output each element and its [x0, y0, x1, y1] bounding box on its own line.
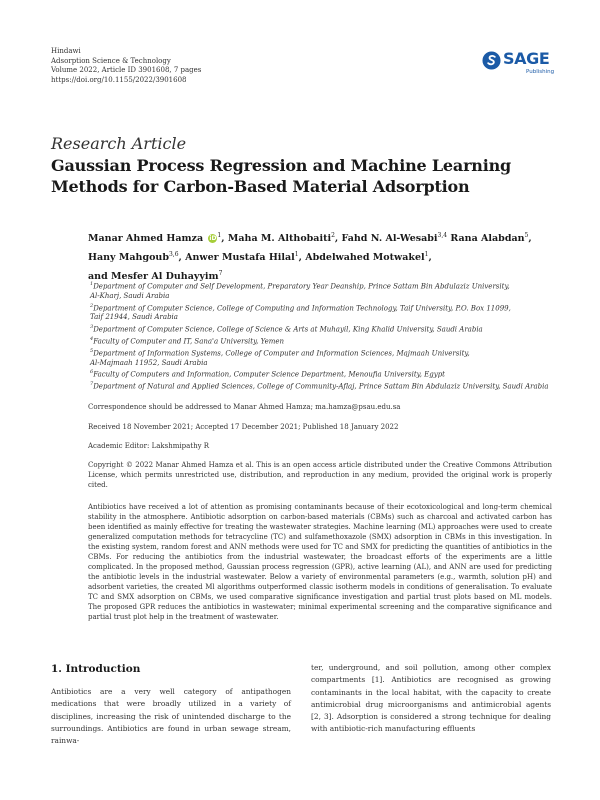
- affiliation-2: $^2$Department of Computer Science, College of Computing and Information Technology, Taif University, P.O. Box 11099,: [90, 302, 511, 312]
- journal-info: [51, 47, 201, 85]
- academic-editor: Academic Editor: Lakshmipathy R: [88, 442, 210, 450]
- affiliation-3: $^3$Department of Computer Science, College of Science & Arts at Muhayil, King Khalid University, Saudi Arabia: [90, 324, 483, 334]
- affiliation-4: $^4$Faculty of Computer and IT, Sana'a University, Yemen: [90, 335, 285, 346]
- author-1[interactable]: Manar Ahmed Hamza $iD^1$: [88, 232, 222, 245]
- author-3[interactable]: Fahd N. Al-Wesabi$^{3,4}$: [341, 232, 448, 245]
- author-2[interactable]: Maha M. Althobaiti$^2$: [227, 232, 335, 245]
- author-6[interactable]: Anwer Mustafa Hilal$^1$: [185, 251, 299, 264]
- affiliation-list: [88, 280, 558, 392]
- affiliation-5-cont: Al-Majmaah 11952, Saudi Arabia: [90, 358, 208, 367]
- author-4[interactable]: Rana Alabdan$^5$: [450, 232, 529, 245]
- orcid-icon[interactable]: iD: [209, 235, 217, 243]
- journal-name: Adsorption Science & Technology: [51, 56, 171, 65]
- affiliation-2-cont: Taif 21944, Saudi Arabia: [90, 313, 178, 322]
- doi-link[interactable]: https://doi.org/10.1155/2022/3901608: [51, 75, 187, 84]
- sage-logo-text: SAGE: [503, 49, 550, 68]
- sage-logo: [482, 49, 555, 81]
- sage-logo-subtext: Publishing: [526, 69, 555, 75]
- affiliation-7: $^7$Department of Natural and Applied Sciences, College of Community-Aflaj, Prince Sattam Bin Abdulaziz University, Saudi Arabia: [90, 381, 549, 391]
- copyright-notice: Copyright © 2022 Manar Ahmed Hamza et al. This is an open access article distributed under the Creative Commons Attribution License, which permits unrestricted use, distribution, and reproduction in any medium, provided the original work is properly cited.: [88, 461, 552, 489]
- article-type: Research Article: [51, 134, 187, 153]
- affiliation-1: $^1$Department of Computer and Self Development, Preparatory Year Deanship, Prince Sattam Bin Abdulaziz University,: [90, 281, 510, 291]
- abstract: Antibiotics have received a lot of attention as promising contaminants because of their ecotoxicological and long-term chemical stability in the atmosphere. Antibiotic adsorption on carbon-based materials (CBMs) such as charcoal and activated carbon has been identified as mainly effective for treating the wastewater strategies. Machine learning (ML) approaches were used to create generalized computation methods for tetracycline (TC) and sulfamethoxazole (SMX) adsorption in CBMs in this investigation. In the existing system, random forest and ANN methods were used for TC and SMX for predicting the quantities of antibiotics in the CBMs. For reducing the antibiotics from the industrial wastewater, the broadcast efforts of the experiments are a little complicated. In the proposed method, Gaussian process regression (GPR), active learning (AL), and ANN are used for predicting the antibiotic levels in the industrial wastewater. Below a variety of environmental parameters (e.g., warmth, solution pH) and adsorbent varieties, the created Ml algorithms outperformed classic isotherm models in conditions of generalisation. To evaluate TC and SMX adsorption on CBMs, we used comparative significance investigation and partial trust plots based on ML models. The proposed GPR reduces the antibiotics in wastewater; minimal experimental screening and the comparative significance and partial trust plot help in the treatment of wastewater.: [88, 503, 552, 621]
- affiliation-5: $^5$Department of Information Systems, College of Computer and Information Sciences, Majmaah University,: [90, 347, 470, 358]
- author-7[interactable]: Abdelwahed Motwakel$^1$: [305, 251, 429, 264]
- affiliation-6: $^6$Faculty of Computers and Information, Computer Science Department, Menoufia University, Egypt: [90, 369, 445, 379]
- publisher-name: Hindawi: [51, 47, 81, 55]
- paper-title: Gaussian Process Regression and Machine Learning Methods for Carbon-Based Material Adsorption: [51, 156, 512, 196]
- body-text-right-column: ter, underground, and soil pollution, among other complex compartments [1]. Antibiotics are recognised as growing contaminants in the local habitat, with the capacity to create antimicrobial drug microorganisms and antimicrobial agents [2, 3]. Adsorption is considered a strong technique for dealing with antibiotic-rich manufacturing effluents: [311, 663, 551, 734]
- correspondence: Correspondence should be addressed to Manar Ahmed Hamza; ma.hamza@psau.edu.sa: [88, 403, 401, 411]
- volume-info: Volume 2022, Article ID 3901608, 7 pages: [51, 66, 202, 75]
- author-8[interactable]: Mesfer Al Duhayyim$^7$: [111, 270, 223, 283]
- sage-logo-icon: [482, 51, 501, 70]
- body-text-left-column: Antibiotics are a very well category of antipathogen medications that were broadly utilized in a variety of disciplines, increasing the risk of unintended discharge to the surroundings. Antibiotics are found in urban sewage stream, rainwa-: [51, 687, 291, 746]
- affiliation-1-cont: Al-Kharj, Saudi Arabia: [90, 291, 170, 300]
- publication-dates: Received 18 November 2021; Accepted 17 December 2021; Published 18 January 2022: [88, 423, 399, 431]
- author-5[interactable]: Hany Mahgoub$^{3,6}$: [88, 251, 179, 264]
- section-heading: 1. Introduction: [51, 663, 141, 675]
- author-list: Manar Ahmed Hamza $iD^1$, Maha M. Althobaiti$^2$, Fahd N. Al-Wesabi$^{3,4}$ Rana Alabdan$^5$, Hany Mahgoub$^{3,6}$, Anwer Mustafa Hilal$^1$, Abdelwahed Motwakel$^1$, and Mesfer Al Duhayyim$^7$: [88, 232, 532, 283]
